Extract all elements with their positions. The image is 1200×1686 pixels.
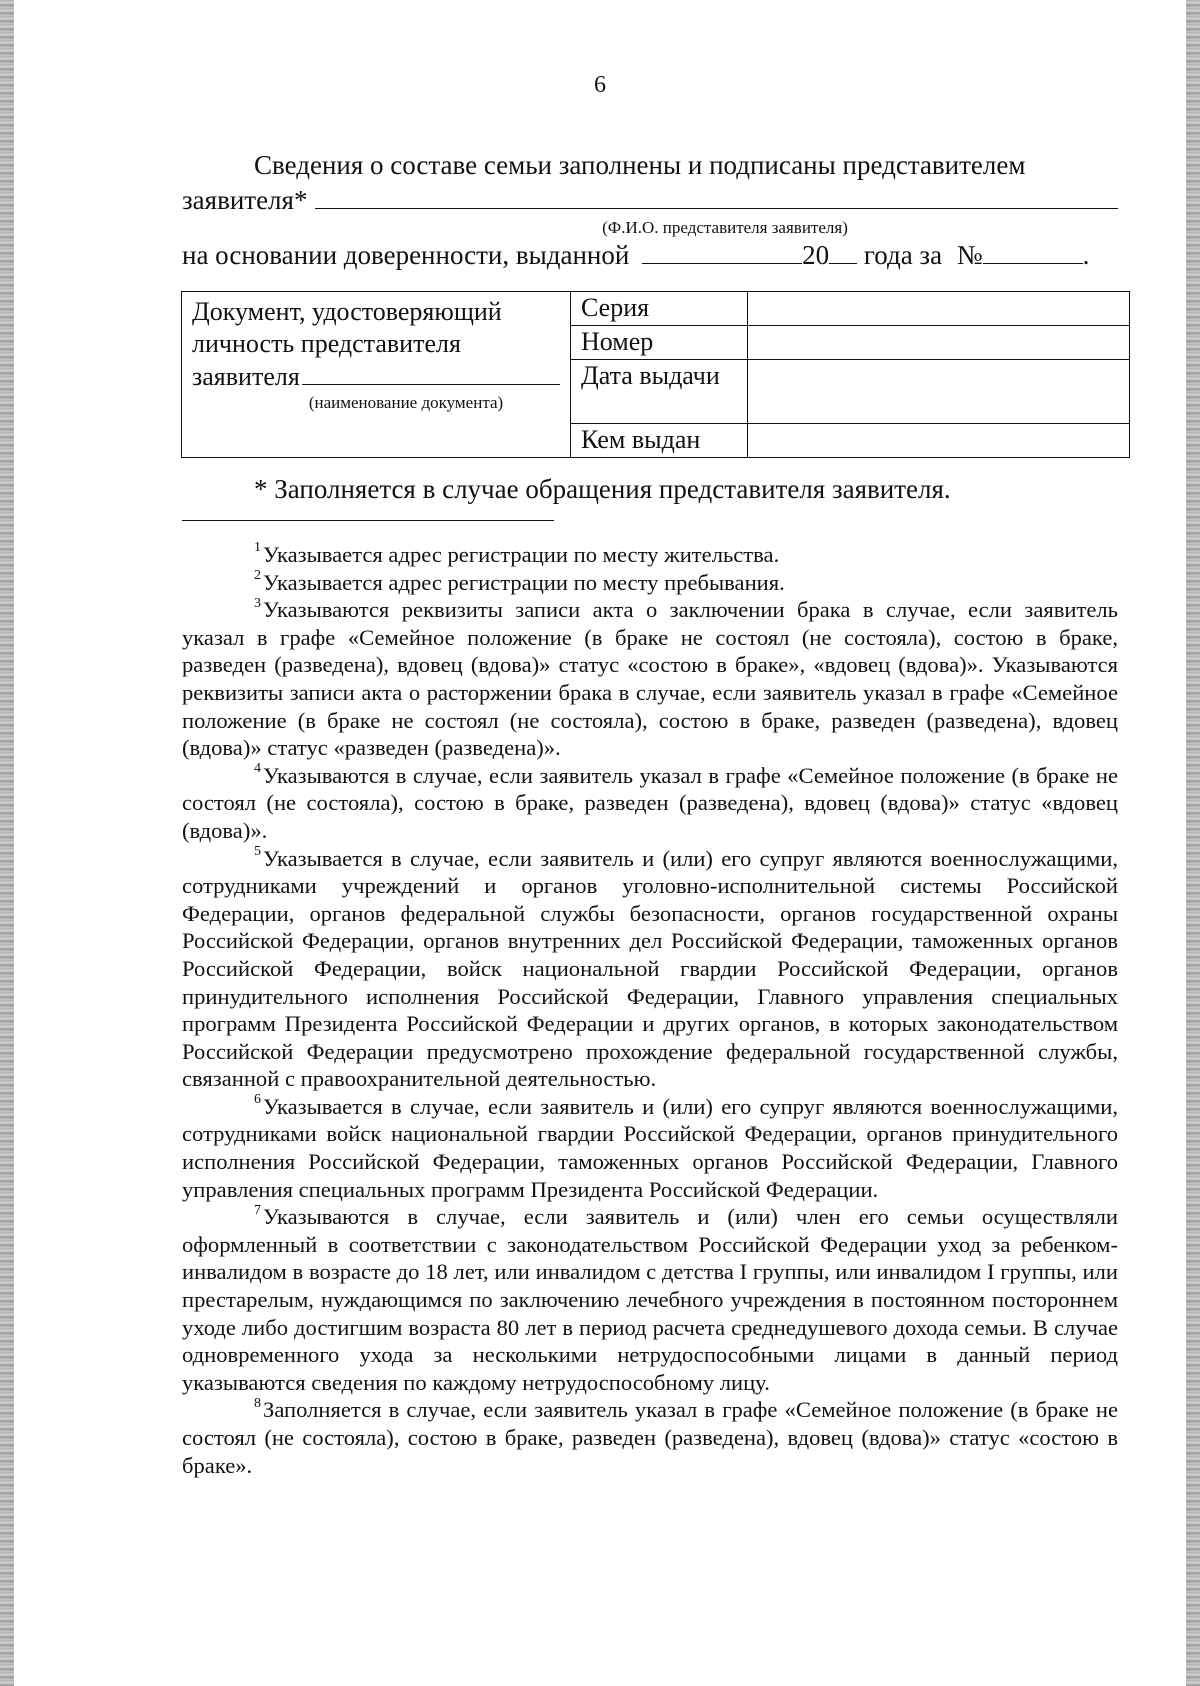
poa-number-field[interactable] [983, 241, 1083, 264]
poa-number-sign: № [956, 240, 983, 270]
representative-name-field[interactable] [315, 182, 1118, 209]
representative-note: * Заполняется в случае обращения представителя заявителя. [254, 474, 951, 504]
footnote-mark: 2 [254, 568, 261, 584]
page-content [182, 148, 1118, 1479]
series-value[interactable] [748, 292, 1130, 326]
footnote [182, 845, 1118, 1093]
power-of-attorney-line [182, 238, 1118, 272]
footnote-text: Указываются в случае, если заявитель указал в графе «Семейное положение (в браке не состоял (не состояла), состою в браке, разведен (разведена), вдовец (вдова)» статус «вдовец (вдова)». [182, 762, 1118, 843]
issued-by-value[interactable] [748, 424, 1130, 458]
number-value[interactable] [748, 326, 1130, 360]
representative-statement: Сведения о составе семьи заполнены и подписаны представителем [254, 150, 1026, 180]
identity-document-line3 [192, 360, 560, 393]
issue-date-value[interactable] [748, 360, 1130, 424]
footnote-mark: 7 [254, 1202, 261, 1218]
scan-edge-right [1186, 0, 1200, 1686]
identity-document-table [181, 291, 1130, 458]
representative-name-line [182, 182, 1118, 217]
footnote-divider [182, 520, 554, 521]
poa-year-suffix: года за [863, 240, 943, 270]
footnote-mark: 1 [254, 540, 261, 556]
poa-end: . [1082, 240, 1090, 270]
footnote [182, 541, 1118, 569]
footnote-text: Заполняется в случае, если заявитель указал в графе «Семейное положение (в браке не состоял (не состояла), состою в браке, разведен (разведена), вдовец (вдова)» статус «состою в браке». [182, 1397, 1118, 1478]
issued-by-label: Кем выдан [571, 424, 748, 458]
number-label: Номер [571, 326, 748, 360]
issue-date-label: Дата выдачи [571, 360, 748, 424]
footnote-mark: 4 [254, 761, 261, 777]
poa-year-prefix: 20 [802, 240, 830, 270]
footnote-mark: 6 [254, 1092, 261, 1108]
poa-date-field[interactable] [642, 241, 802, 264]
footnote-text: Указывается адрес регистрации по месту пребывания. [263, 569, 785, 595]
footnote [182, 596, 1118, 762]
identity-document-cell [182, 292, 571, 458]
series-label: Серия [571, 292, 748, 326]
footnote-text: Указывается в случае, если заявитель и (или) его супруг являются военнослужащими, сотрудниками учреждений и органов уголовно-исполнительной системы Российской Федерации, органов федеральной службы безопасности, органов государственной охраны Российской Федерации, органов внутренних дел Российской Федерации, таможенных органов Российской Федерации, войск национальной гвардии Российской Федерации, органов принудительного исполнения Российской Федерации, Главного управления специальных программ Президента Российской Федерации и других органов, в которых законодательством Российской Федерации предусмотрено прохождение федеральной государственной службы, связанной с правоохранительной деятельностью. [182, 845, 1118, 1092]
footnote [182, 1203, 1118, 1396]
footnote-text: Указываются в случае, если заявитель и (или) член его семьи осуществляли оформленный в соответствии с законодательством Российской Федерации уход за ребенком-инвалидом в возрасте до 18 лет, или инвалидом с детства I группы, или инвалидом I группы, или престарелым, нуждающимся по заключению лечебного учреждения в постоянном постороннем уходе либо достигшим возраста 80 лет в период расчета среднедушевого дохода семьи. В случае одновременного ухода за несколькими нетрудоспособными лицами в данный период указываются сведения по каждому нетрудоспособному лицу. [182, 1204, 1118, 1395]
footnote-text: Указывается адрес регистрации по месту жительства. [263, 542, 780, 567]
footnote-mark: 5 [254, 844, 261, 859]
document-name-field[interactable] [302, 360, 560, 385]
footnote [182, 569, 1118, 597]
footnote-text: Указывается в случае, если заявитель и (или) его супруг являются военнослужащими, сотрудниками войск национальной гвардии Российской Федерации, органов принудительного исполнения Российской Федерации, таможенных органов Российской Федерации, Главного управления специальных программ Президента Российской Федерации. [182, 1093, 1118, 1202]
representative-label: заявителя* [182, 185, 308, 215]
identity-document-line2: личность представителя [192, 329, 461, 358]
page-number: 6 [594, 72, 606, 98]
footnote-mark: 8 [254, 1395, 261, 1411]
identity-document-line1: Документ, удостоверяющий [192, 297, 502, 326]
document-name-caption: (наименование документа) [308, 393, 504, 412]
scan-edge-left [0, 0, 14, 1686]
footnote-text: Указываются реквизиты записи акта о заключении брака в случае, если заявитель указал в графе «Семейное положение (в браке не состоял (не состояла), состою в браке, разведен (разведена), вдовец (вдова)» статус «состою в браке», «вдовец (вдова)». Указываются реквизиты записи акта о расторжении брака в случае, если заявитель указал в графе «Семейное положение (в браке не состоял (не состояла), состою в браке, разведен (разведена), вдовец (вдова)» статус «разведен (разведена)». [182, 597, 1118, 761]
representative-name-caption: (Ф.И.О. представителя заявителя) [602, 218, 848, 237]
footnote [182, 1396, 1118, 1479]
footnotes [182, 541, 1118, 1479]
poa-year-field[interactable] [829, 241, 857, 264]
poa-prefix: на основании доверенности, выданной [182, 240, 630, 270]
footnote-mark: 3 [254, 595, 261, 611]
identity-document-label: заявителя [192, 362, 300, 391]
footnote [182, 762, 1118, 845]
footnote [182, 1093, 1118, 1203]
